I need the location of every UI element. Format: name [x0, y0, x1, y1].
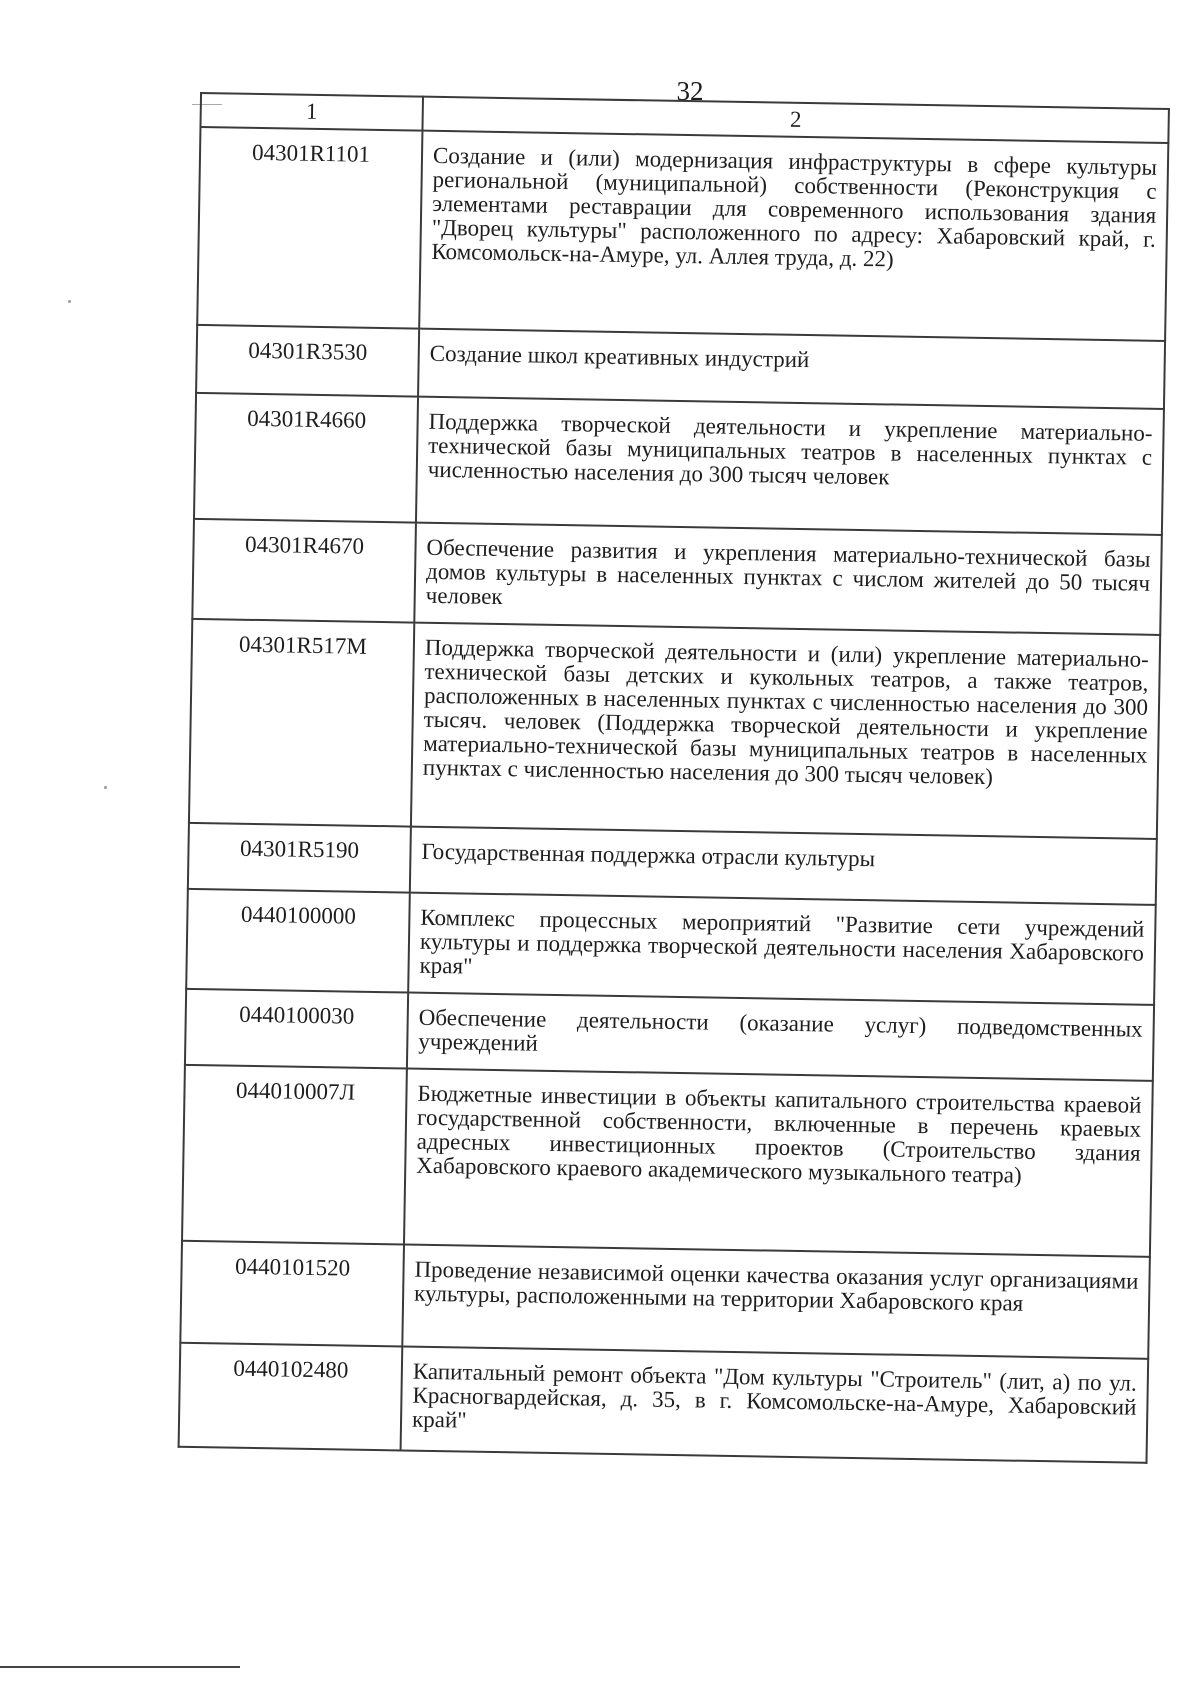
table-row [186, 889, 1156, 1005]
row-description: Создание школ креативных индустрий [418, 329, 1165, 409]
row-code: 04301R5190 [188, 823, 411, 893]
row-code: 04301R517M [189, 619, 414, 827]
table-row [179, 1343, 1149, 1463]
row-code: 04301R3530 [196, 325, 419, 397]
table-row [182, 1065, 1153, 1257]
row-description: Капитальный ремонт объекта "Дом культуры "Строитель" (лит, а) по ул. Красногвардейская, д. 35, в г. Комсомольске-на-Амуре, Хабаровский край" [401, 1346, 1149, 1462]
row-code: 0440100030 [185, 989, 408, 1069]
row-description: Поддержка творческой деятельности и (или) укрепление материально-технической базы детских и кукольных театров, а также театров, расположенных в населенных пунктах с численностью населения до 300 тысяч. человек (Поддержка творческой деятельности и укрепление материально-технической базы муниципальных театров в населенных пунктах с численностью населения до 300 тысяч человек) [411, 623, 1160, 839]
page-number: 32 [676, 76, 704, 106]
row-code: 0440100000 [186, 889, 410, 993]
column-header-1: 1 [200, 93, 423, 131]
row-description: Создание и (или) модернизация инфраструктуры в сфере культуры региональной (муниципальной) собственности (Реконструкция с элементами реставрации для современного использования здания "Дворец культуры" расположенного по адресу: Хабаровский край, г. Комсомольск-на-Амуре, ул. Аллея труда, д. 22) [419, 131, 1168, 341]
row-code: 04301R4660 [194, 393, 418, 523]
row-description: Поддержка творческой деятельности и укрепление материально-технической базы муниципальных театров в населенных пунктах с численностью населения до 300 тысяч человек [416, 397, 1164, 535]
table-row [197, 127, 1168, 341]
column-header-2: 2 [422, 97, 1168, 143]
row-description: Бюджетные инвестиции в объекты капитального строительства краевой государственной собственности, включенные в перечень краевых адресных инвестиционных проектов (Строительство здания Хабаровского краевого академического музыкального театра) [404, 1069, 1153, 1257]
table-row [189, 619, 1160, 839]
table-row [192, 519, 1162, 635]
scan-speck [104, 786, 107, 789]
row-description: Обеспечение деятельности (оказание услуг) подведомственных учреждений [407, 993, 1154, 1081]
row-description: Комплекс процессных мероприятий "Развитие сети учреждений культуры и поддержка творческой деятельности населения Хабаровского края" [408, 893, 1156, 1005]
scan-speck [68, 300, 71, 303]
table-row [194, 393, 1164, 535]
footnote-rule [0, 1666, 240, 1668]
row-code: 0440102480 [179, 1343, 403, 1451]
row-code: 04301R1101 [197, 127, 422, 329]
table-row [180, 1241, 1150, 1359]
row-code: 04301R4670 [192, 519, 416, 623]
row-description: Обеспечение развития и укрепления материально-технической базы домов культуры в населенных пунктах с числом жителей до 50 тысяч человек [414, 523, 1162, 635]
row-description: Государственная поддержка отрасли культуры [410, 827, 1157, 905]
row-code: 0440101520 [180, 1241, 404, 1347]
row-description: Проведение независимой оценки качества оказания услуг организациями культуры, расположенными на территории Хабаровского края [402, 1244, 1150, 1358]
budget-code-table [178, 92, 1170, 1464]
row-code: 044010007Л [182, 1065, 407, 1245]
